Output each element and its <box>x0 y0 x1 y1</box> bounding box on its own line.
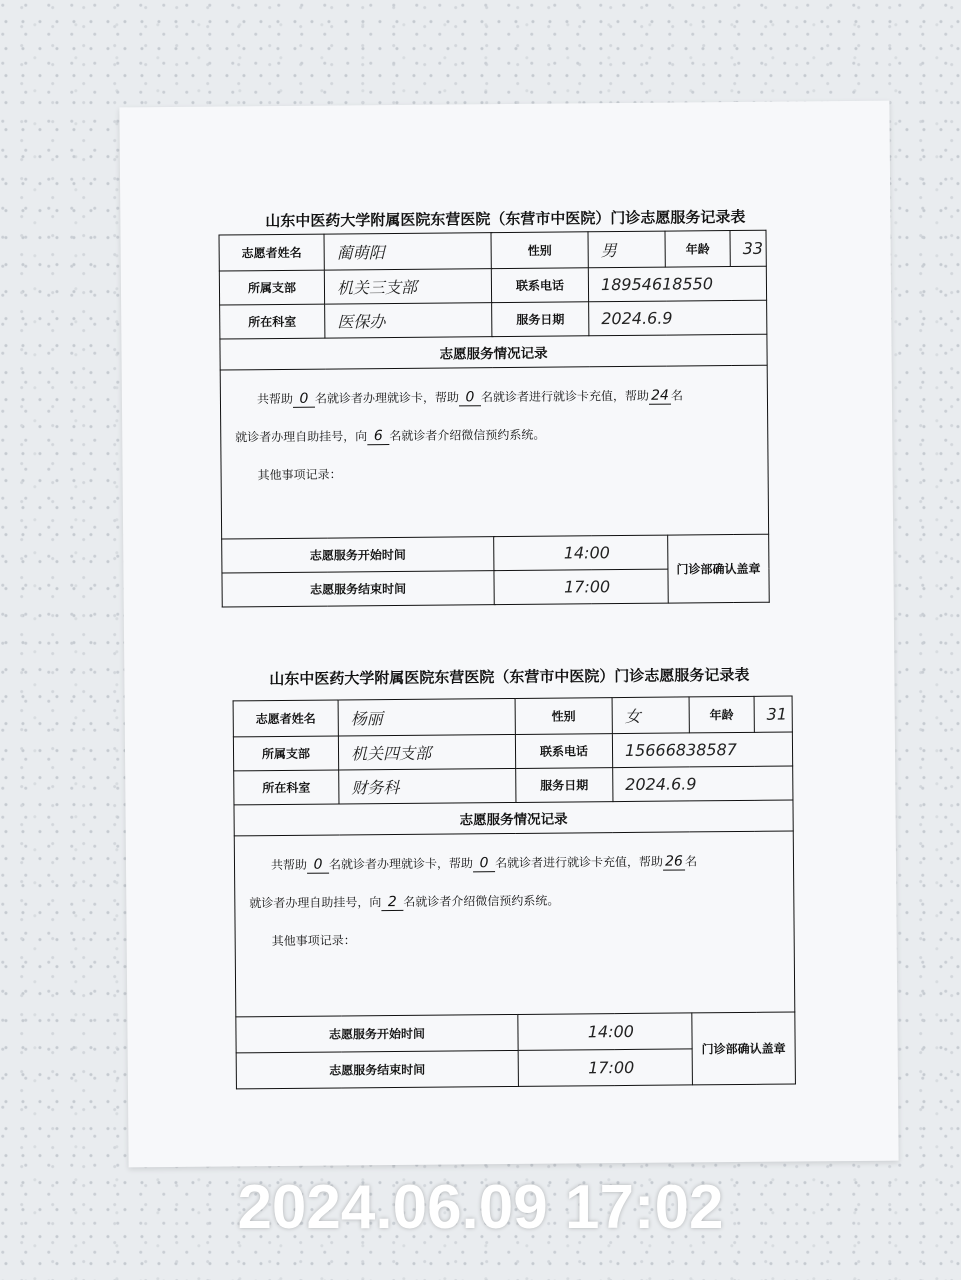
branch-value: 机关三支部 <box>324 269 491 304</box>
dept-label: 所在科室 <box>234 770 339 805</box>
end-time-value: 17:00 <box>494 569 668 605</box>
service-record <box>234 831 795 1017</box>
branch-label: 所属支部 <box>219 270 324 305</box>
name-value: 蔺萌阳 <box>324 233 491 270</box>
dept-value: 医保办 <box>325 303 492 338</box>
branch-value: 机关四支部 <box>338 734 515 770</box>
age-label: 年龄 <box>689 696 754 733</box>
form-title: 山东中医药大学附属医院东营医院（东营市中医院）门诊志愿服务记录表 <box>265 207 746 231</box>
dept-label: 所在科室 <box>220 304 325 339</box>
phone-label: 联系电话 <box>491 268 588 303</box>
date-label: 服务日期 <box>492 302 589 337</box>
record-text: 就诊者办理自助挂号，向 <box>249 895 382 911</box>
volunteer-form-table <box>233 696 796 1090</box>
age-value: 31 <box>754 696 792 732</box>
self-registration-count: 26 <box>663 853 685 870</box>
start-time-label: 志愿服务开始时间 <box>236 1014 518 1052</box>
section-heading: 志愿服务情况记录 <box>234 800 793 836</box>
section-heading: 志愿服务情况记录 <box>220 334 767 370</box>
dept-value: 财务科 <box>339 768 516 804</box>
cards-issued-count: 0 <box>307 857 329 874</box>
form-title: 山东中医药大学附属医院东营医院（东营市中医院）门诊志愿服务记录表 <box>269 665 750 689</box>
age-label: 年龄 <box>665 231 730 268</box>
end-time-label: 志愿服务结束时间 <box>222 571 494 607</box>
start-time-label: 志愿服务开始时间 <box>222 537 494 573</box>
phone-value: 15666838587 <box>612 732 792 768</box>
self-registration-count: 24 <box>649 388 671 405</box>
other-notes-label: 其他事项记录： <box>257 467 342 483</box>
start-time-value: 14:00 <box>494 535 668 571</box>
wechat-intro-count: 2 <box>381 894 403 911</box>
gender-label: 性别 <box>515 698 612 735</box>
stamp-label: 门诊部确认盖章 <box>692 1012 796 1085</box>
record-text: 名就诊者进行就诊卡充值，帮助 <box>494 854 664 871</box>
record-text: 名 <box>684 854 698 869</box>
date-label: 服务日期 <box>516 768 613 803</box>
phone-value: 18954618550 <box>588 266 766 302</box>
date-value: 2024.6.9 <box>613 766 793 802</box>
paper-sheet <box>119 101 898 1168</box>
age-value: 33 <box>730 230 766 266</box>
end-time-label: 志愿服务结束时间 <box>236 1050 518 1088</box>
stamp-label: 门诊部确认盖章 <box>668 534 770 603</box>
wechat-intro-count: 6 <box>367 428 389 445</box>
service-record <box>220 365 768 539</box>
other-notes-label: 其他事项记录： <box>271 933 356 949</box>
start-time-value: 14:00 <box>518 1013 692 1051</box>
record-text: 名 <box>670 388 684 403</box>
record-text: 名就诊者办理就诊卡，帮助 <box>328 856 474 872</box>
record-text: 共帮助 <box>270 857 308 873</box>
recharge-count: 0 <box>459 389 481 406</box>
name-value: 杨丽 <box>338 698 515 736</box>
record-text: 就诊者办理自助挂号，向 <box>235 429 368 445</box>
volunteer-form-table <box>219 230 770 608</box>
record-text: 名就诊者介绍微信预约系统。 <box>389 427 546 444</box>
end-time-value: 17:00 <box>518 1049 692 1087</box>
phone-label: 联系电话 <box>515 734 612 769</box>
branch-label: 所属支部 <box>233 736 338 771</box>
gender-label: 性别 <box>491 232 588 269</box>
cards-issued-count: 0 <box>293 391 315 408</box>
name-label: 志愿者姓名 <box>233 700 338 737</box>
record-text: 名就诊者进行就诊卡充值，帮助 <box>480 388 650 405</box>
recharge-count: 0 <box>473 855 495 872</box>
record-text: 名就诊者办理就诊卡，帮助 <box>314 390 460 406</box>
name-label: 志愿者姓名 <box>219 234 324 271</box>
record-text: 共帮助 <box>256 391 294 407</box>
photo-timestamp: 2024.06.09 17:02 <box>237 1173 724 1242</box>
gender-value: 男 <box>588 231 665 268</box>
record-text: 名就诊者介绍微信预约系统。 <box>403 893 560 909</box>
gender-value: 女 <box>612 697 689 734</box>
date-value: 2024.6.9 <box>589 300 767 336</box>
